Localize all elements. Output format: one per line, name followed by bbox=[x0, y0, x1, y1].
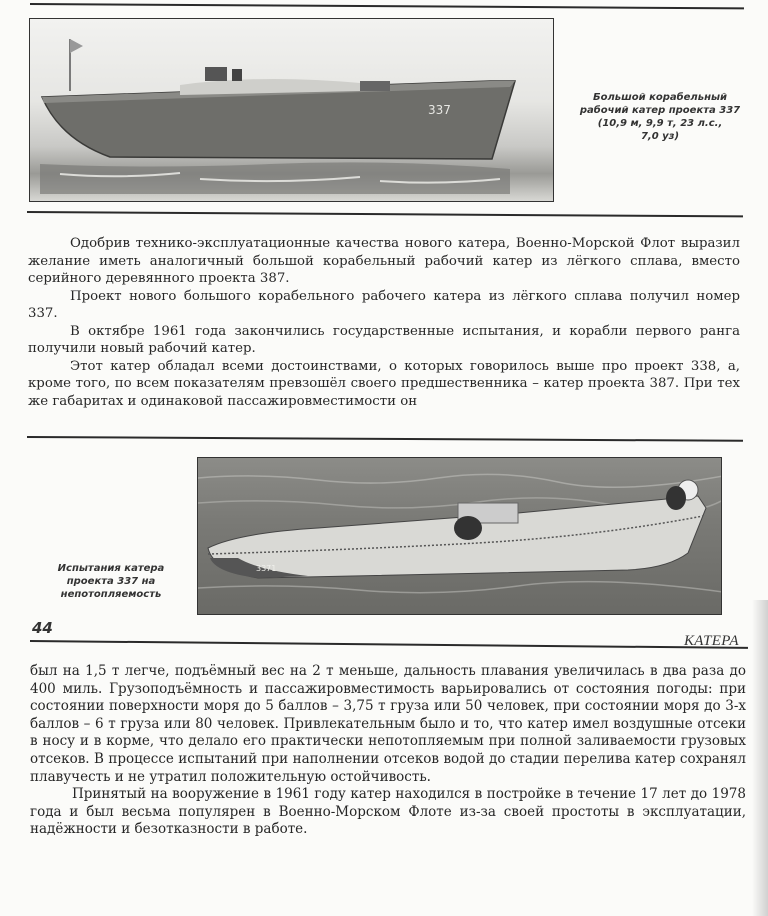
paragraph: Одобрив технико-эксплуатационные качества нового катера, Военно-Морской Флот выразил желание иметь аналогичный большой корабельный рабочий катер из лёгкого сплава, вместо серийного деревянного проекта 387. bbox=[28, 236, 740, 286]
caption-line: непотопляемость bbox=[60, 589, 162, 600]
paragraph: был на 1,5 т легче, подъёмный вес на 2 т меньше, дальность плавания увеличилась в два раза до 400 миль. Грузоподъёмность и пассажировместимость варьировались от состояния погоды: при состоянии поверхности моря до 5 баллов – 3,75 т груза или 50 человек, при состоянии моря до 3-х баллов – 6 т груза или 80 человек. Привлекательным было и то, что катер имел воздушные отсеки в носу и в корме, что делало его практически непотопляемым при полной заливаемости грузовых отсеков. В процессе испытаний при наполнении отсеков водой до стадии перелива катер сохранял плавучесть и не утратил положительную остойчивость. bbox=[30, 663, 746, 785]
caption-line: Испытания катера bbox=[57, 563, 165, 574]
top-rule bbox=[30, 3, 744, 9]
bottom-photo-caption bbox=[36, 562, 186, 601]
paragraph: Этот катер обладал всеми достоинствами, о которых говорилось выше про проект 338, а, кроме того, по всем показателям превзошёл своего предшественника – катер проекта 387. При тех же габаритах и одинаковой пассажировместимости он bbox=[28, 358, 740, 409]
paragraph: Принятый на вооружение в 1961 году катер находился в постройке в течение 17 лет до 1978 года и был весьма популярен в Военно-Морском Флоте из-за своей простоты в эксплуатации, надёжности и безотказности в работе. bbox=[30, 786, 746, 838]
hull-number-3371: 3371 bbox=[256, 564, 277, 573]
caption-line: проекта 337 на bbox=[66, 576, 156, 587]
flotation-test-illustration bbox=[198, 458, 722, 615]
boat-337-illustration bbox=[30, 19, 554, 202]
body-text-top bbox=[28, 235, 740, 410]
caption-line: 7,0 уз) bbox=[640, 131, 680, 142]
caption-line: рабочий катер проекта 337 bbox=[579, 105, 741, 116]
caption-line: Большой корабельный bbox=[592, 92, 728, 103]
running-head-rule bbox=[30, 640, 748, 649]
body-text-bottom bbox=[30, 663, 746, 839]
running-head: КАТЕРА bbox=[684, 633, 739, 649]
flotation-test-photo bbox=[197, 457, 722, 615]
hull-number-337: 337 bbox=[428, 103, 451, 117]
paragraph: Проект нового большого корабельного рабочего катера из лёгкого сплава получил номер 337. bbox=[28, 288, 740, 321]
page-gutter-shadow bbox=[752, 600, 768, 916]
section-rule bbox=[27, 436, 743, 442]
page-number: 44 bbox=[32, 619, 53, 637]
caption-line: (10,9 м, 9,9 т, 23 л.с., bbox=[597, 118, 723, 129]
section-rule bbox=[27, 211, 743, 217]
paragraph: В октябре 1961 года закончились государственные испытания, и корабли первого ранга получили новый рабочий катер. bbox=[28, 323, 740, 356]
top-photo-caption bbox=[566, 91, 754, 143]
boat-337-photo bbox=[29, 18, 554, 202]
